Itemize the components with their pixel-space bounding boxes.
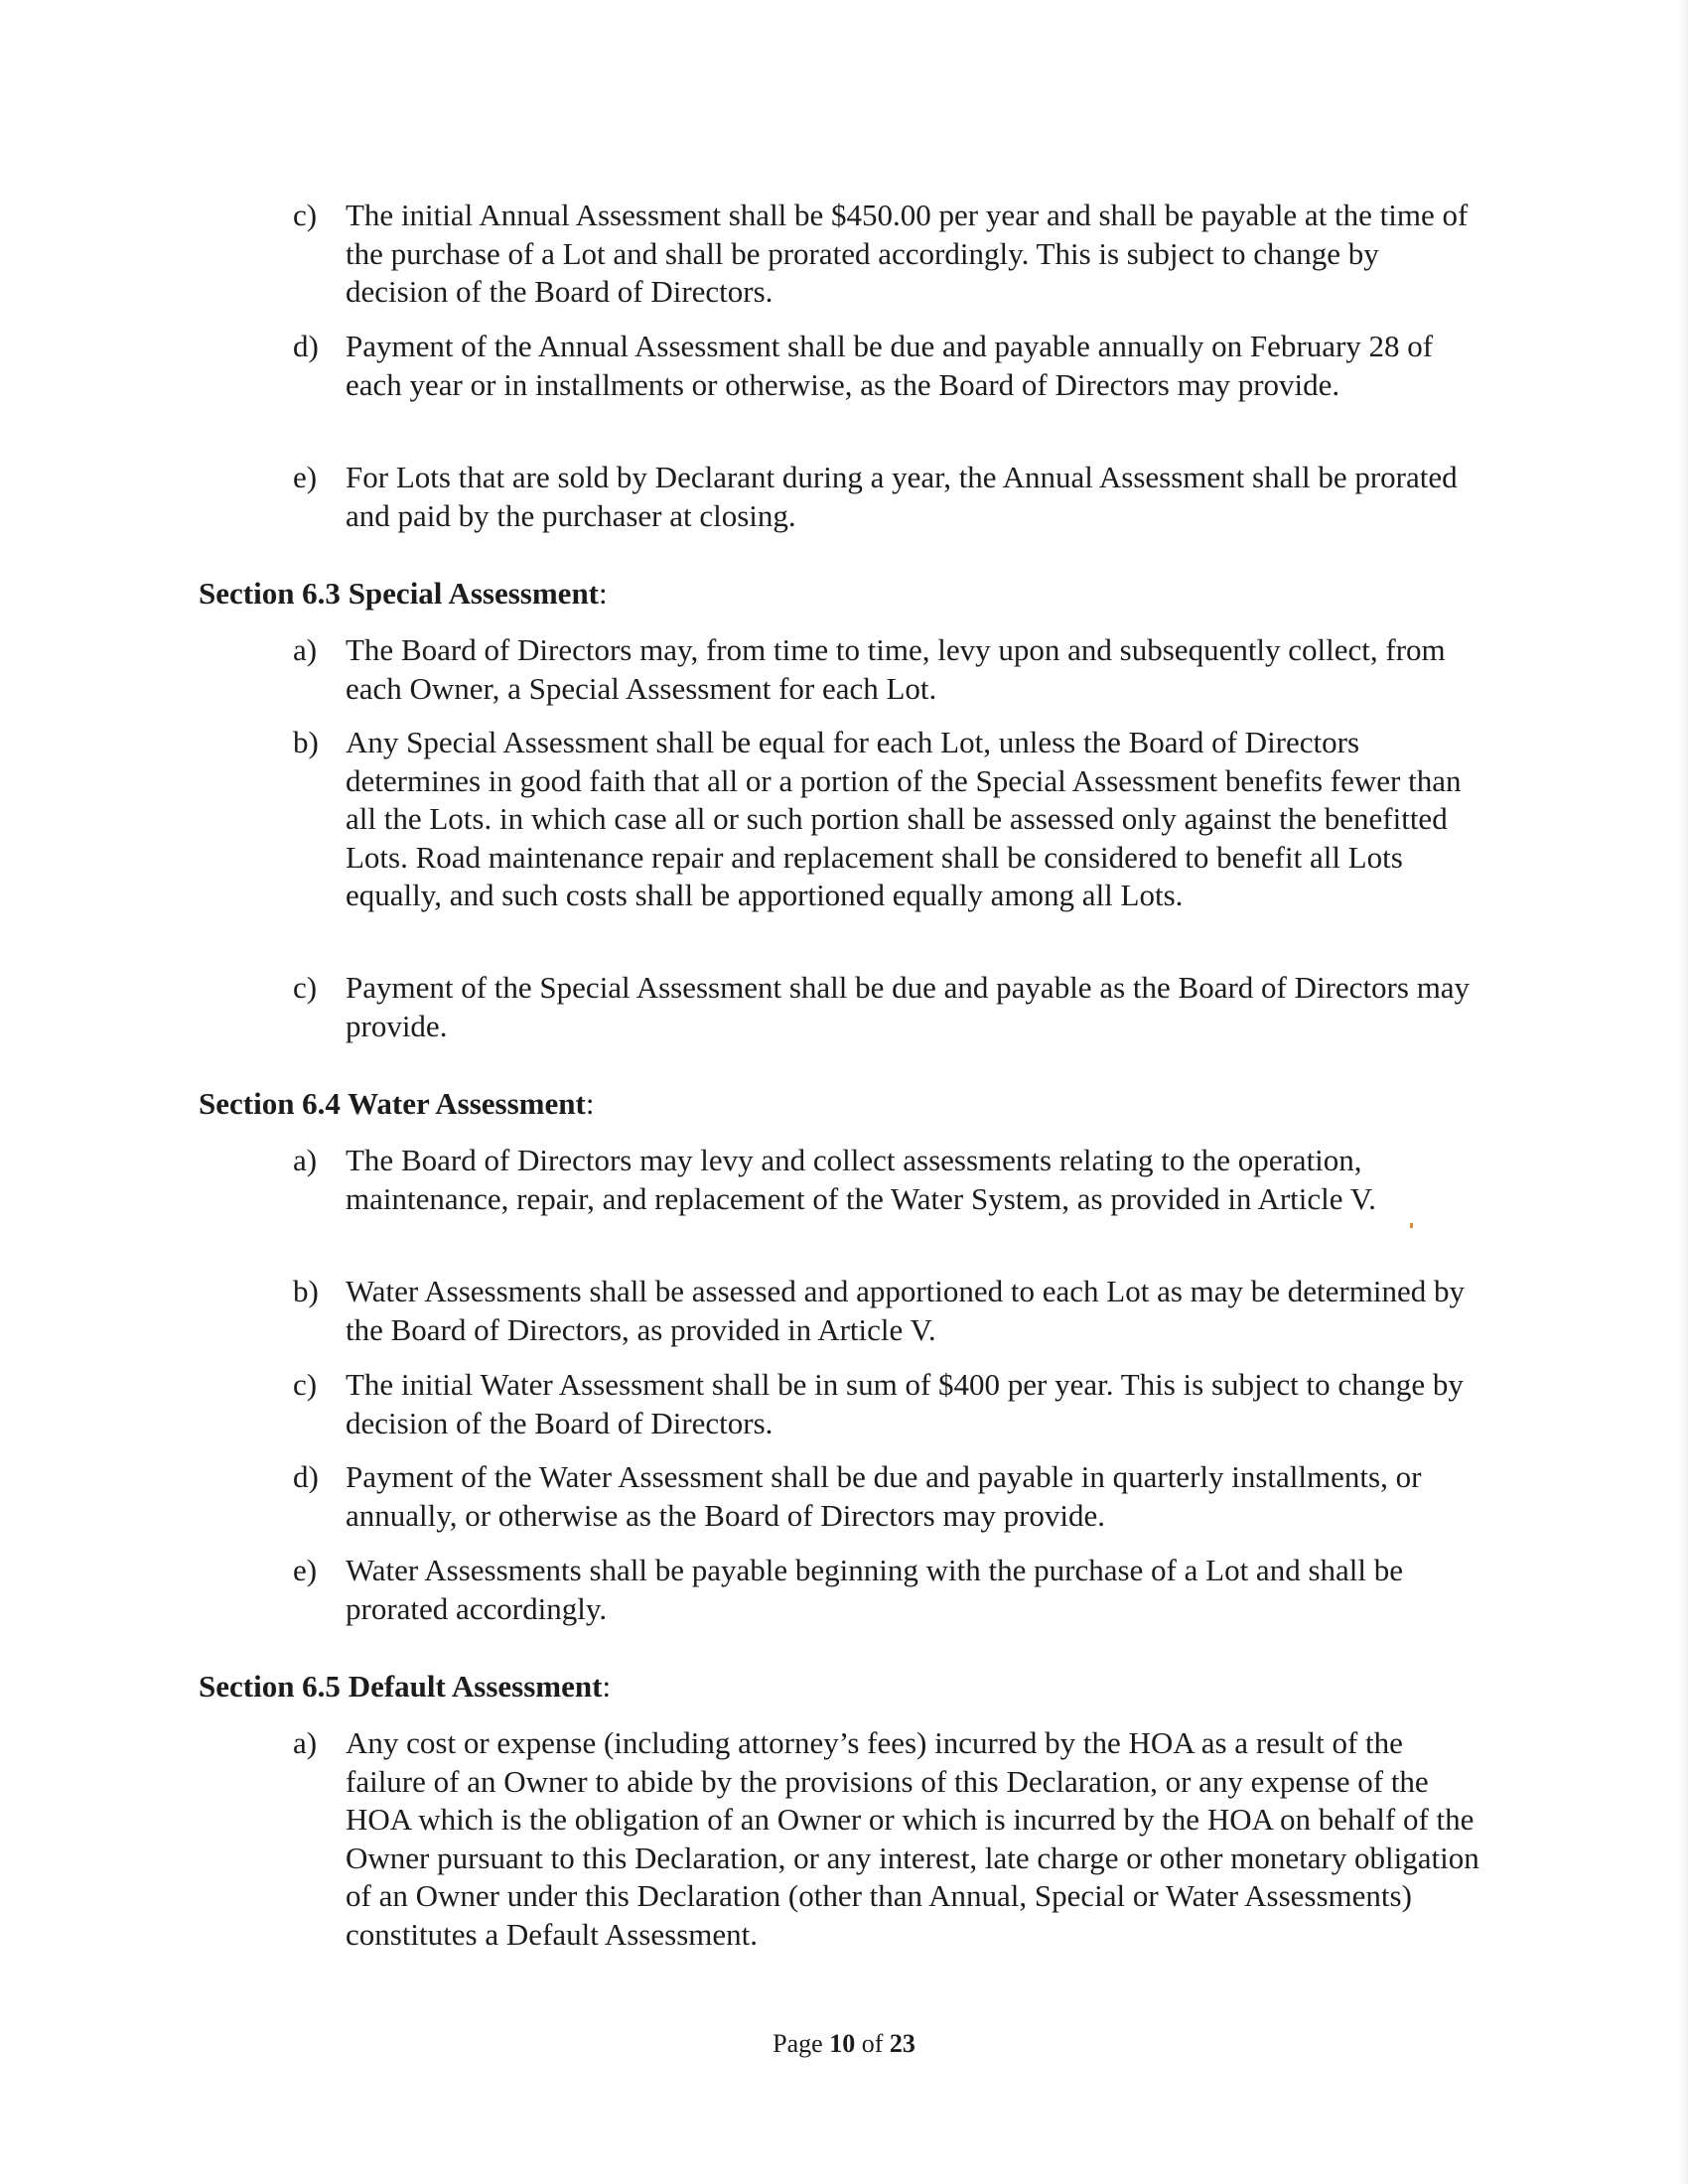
- list-item-text: For Lots that are sold by Declarant during a year, the Annual Assessment shall be prorated and paid by the purchaser at closing.: [346, 460, 1458, 533]
- list-item-text: Water Assessments shall be assessed and apportioned to each Lot as may be determined by the Board of Directors, as provided in Article V.: [346, 1274, 1465, 1347]
- page-total: 23: [889, 2029, 915, 2058]
- list-marker: c): [293, 198, 318, 232]
- scan-mark: [1410, 1223, 1413, 1228]
- list-item-text: Water Assessments shall be payable beginning with the purchase of a Lot and shall be prorated accordingly.: [346, 1553, 1404, 1626]
- list-marker: e): [293, 1553, 318, 1587]
- list-marker: b): [293, 1274, 319, 1308]
- list-marker: a): [293, 1143, 318, 1177]
- section-heading-6-4: Section 6.4 Water Assessment:: [199, 1086, 595, 1121]
- section-heading-6-3: Section 6.3 Special Assessment:: [199, 576, 608, 611]
- list-marker: e): [293, 460, 318, 494]
- list-item-text: Payment of the Annual Assessment shall be due and payable annually on February 28 of each year or in installments or otherwise, as the Board of Directors may provide.: [346, 329, 1434, 402]
- list-item-text: Payment of the Special Assessment shall be due and payable as the Board of Directors may provide.: [346, 970, 1471, 1043]
- section-number: Section 6.5: [199, 1669, 341, 1704]
- list-item-text: The initial Water Assessment shall be in sum of $400 per year. This is subject to change by decision of the Board of Directors.: [346, 1367, 1464, 1440]
- page-number: 10: [829, 2029, 856, 2058]
- section-number: Section 6.3: [199, 576, 341, 611]
- list-marker: b): [293, 725, 319, 759]
- list-marker: c): [293, 1367, 318, 1402]
- list-marker: a): [293, 632, 318, 667]
- list-item-text: Payment of the Water Assessment shall be due and payable in quarterly installments, or annually, or otherwise as the Board of Directors may provide.: [346, 1459, 1422, 1533]
- list-marker: c): [293, 970, 318, 1005]
- list-item-text: Any cost or expense (including attorney’s fees) incurred by the HOA as a result of the failure of an Owner to abide by the provisions of this Declaration, or any expense of the HOA which is the obligation of an Owner or which is incurred by the HOA on behalf of the Owner pursuant to this Declaration, or any interest, late charge or other monetary obligation of an Owner under this Declaration (other than Annual, Special or Water Assessments) constitutes a Default Assessment.: [346, 1725, 1479, 1952]
- list-marker: d): [293, 329, 319, 363]
- section-title: Default Assessment: [348, 1669, 603, 1704]
- section-number: Section 6.4: [199, 1086, 341, 1121]
- section-heading-6-5: Section 6.5 Default Assessment:: [199, 1669, 612, 1704]
- page-footer: [0, 2028, 1688, 2060]
- page-label: Page: [773, 2029, 823, 2058]
- list-item-text: The initial Annual Assessment shall be $450.00 per year and shall be payable at the time of the purchase of a Lot and shall be prorated accordingly. This is subject to change by decision of the Board of Directors.: [346, 198, 1469, 309]
- list-item-text: Any Special Assessment shall be equal for each Lot, unless the Board of Directors determines in good faith that all or a portion of the Special Assessment benefits fewer than all the Lots. in which case all or such portion shall be assessed only against the benefitted Lots. Road maintenance repair and replacement shall be considered to benefit all Lots equally, and such costs shall be apportioned equally among all Lots.: [346, 725, 1462, 912]
- list-marker: d): [293, 1459, 319, 1494]
- list-item-text: The Board of Directors may levy and collect assessments relating to the operation, maintenance, repair, and replacement of the Water System, as provided in Article V.: [346, 1143, 1376, 1216]
- section-title: Special Assessment: [348, 576, 600, 611]
- list-marker: a): [293, 1725, 318, 1760]
- list-item-text: The Board of Directors may, from time to time, levy upon and subsequently collect, from each Owner, a Special Assessment for each Lot.: [346, 632, 1446, 706]
- of-label: of: [861, 2029, 884, 2058]
- section-title: Water Assessment: [348, 1086, 586, 1121]
- page-edge-shadow: [1678, 0, 1688, 2184]
